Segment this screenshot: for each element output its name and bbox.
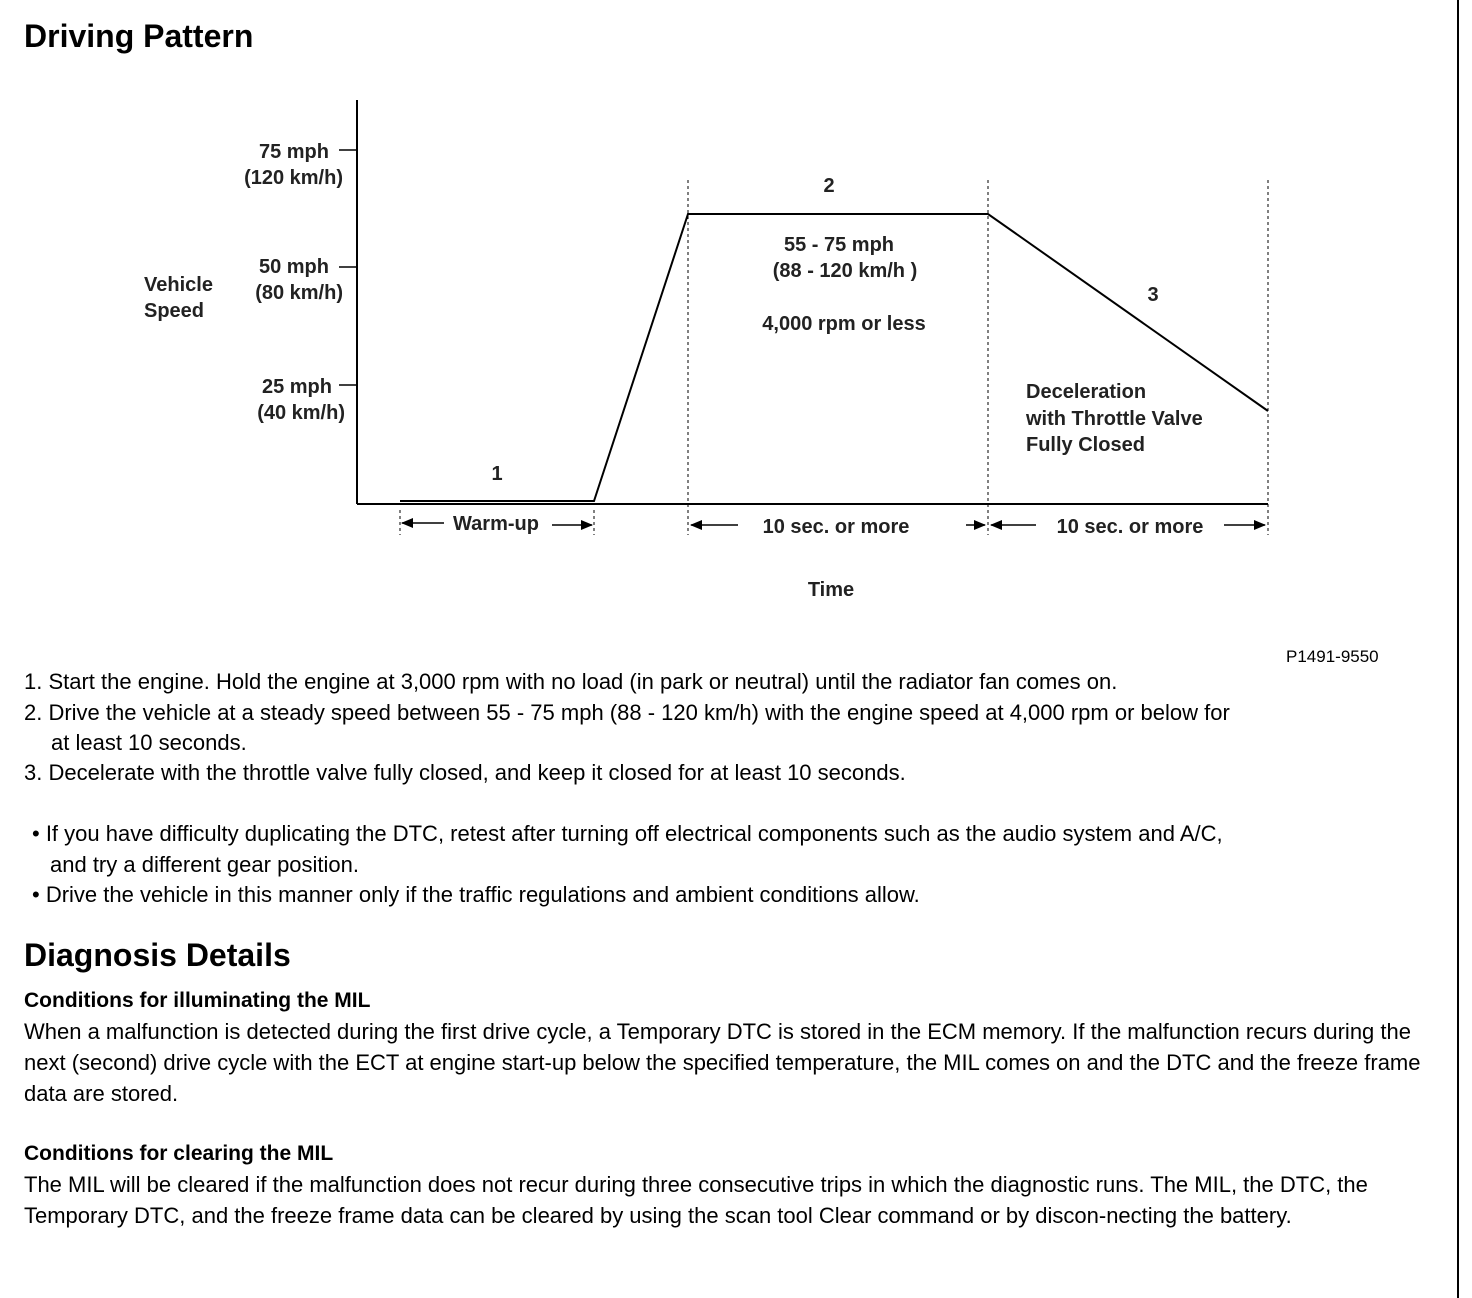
y-axis-label-line2: Speed (144, 300, 205, 322)
phase-1-number: 1 (491, 463, 503, 485)
tick-75-mph: 75 mph (258, 141, 329, 163)
tick-25-mph: 25 mph (261, 376, 332, 398)
phase-3-span-label: 10 sec. or more (1056, 516, 1204, 538)
phase-2-arrow-left-head (690, 520, 702, 530)
tick-25-kmh: (40 km/h) (257, 402, 345, 424)
phase-3-arrow-left-head (990, 520, 1002, 530)
step-3: 3. Decelerate with the throttle valve fully closed, and keep it closed for at least 10 seconds. (24, 760, 906, 785)
illuminating-text: When a malfunction is detected during the first drive cycle, a Temporary DTC is stored in the ECM memory. If the malfunction recurs during the next (second) drive cycle with the ECT at engine start-up below the specified temperature, the MIL comes on and the DTC and the freeze frame data are stored. (24, 1019, 1421, 1106)
tick-75-kmh: (120 km/h) (244, 167, 343, 189)
phase-2-number: 2 (823, 175, 835, 197)
clearing-text: The MIL will be cleared if the malfunction does not recur during three consecutive trips in which the diagnostic runs. The MIL, the DTC, the Temporary DTC, and the freeze frame data can be cleared by using the scan tool Clear command or by discon-necting the battery. (24, 1172, 1368, 1228)
phase-2-span-label: 10 sec. or more (762, 516, 910, 538)
step-2-continued: at least 10 seconds. (51, 730, 247, 755)
x-axis-label: Time (807, 579, 855, 601)
phase-3-number: 3 (1147, 284, 1159, 306)
note-1-continued: and try a different gear position. (50, 852, 360, 877)
warmup-arrow-right-head (581, 520, 593, 530)
warmup-arrow-left-head (401, 518, 413, 528)
phase-3-arrow-right-head (1254, 520, 1266, 530)
tick-50-mph: 50 mph (258, 256, 329, 278)
clearing-heading: Conditions for clearing the MIL (24, 1142, 334, 1165)
driving-pattern-diagram (0, 0, 1472, 640)
step-2: 2. Drive the vehicle at a steady speed between 55 - 75 mph (88 - 120 km/h) with the engine speed at 4,000 rpm or below for (24, 700, 1230, 725)
phase-2-speed-kmh: (88 - 120 km/h ) (772, 260, 918, 282)
illuminating-heading: Conditions for illuminating the MIL (24, 989, 371, 1012)
note-2: • Drive the vehicle in this manner only if the traffic regulations and ambient conditions allow. (32, 882, 920, 907)
phase-2-arrow-right-head (974, 520, 986, 530)
driving-pattern-title: Driving Pattern (24, 18, 254, 54)
phase-2-rpm: 4,000 rpm or less (762, 313, 926, 335)
phase-3-note-line3: Fully Closed (1026, 434, 1145, 456)
y-axis-label-line1: Vehicle (144, 274, 213, 296)
warmup-span-label: Warm-up (453, 513, 539, 535)
diagnosis-details-title: Diagnosis Details (24, 937, 291, 973)
phase-2-speed: 55 - 75 mph (783, 234, 895, 256)
tick-50-kmh: (80 km/h) (255, 282, 343, 304)
speed-profile-line (400, 214, 1268, 501)
phase-3-note-line1: Deceleration (1026, 381, 1147, 403)
phase-3-note-line2: with Throttle Valve (1026, 408, 1203, 430)
step-1: 1. Start the engine. Hold the engine at 3,000 rpm with no load (in park or neutral) until the radiator fan comes on. (24, 669, 1118, 694)
figure-reference: P1491-9550 (1286, 647, 1379, 666)
note-1: • If you have difficulty duplicating the DTC, retest after turning off electrical components such as the audio system and A/C, (32, 821, 1223, 846)
